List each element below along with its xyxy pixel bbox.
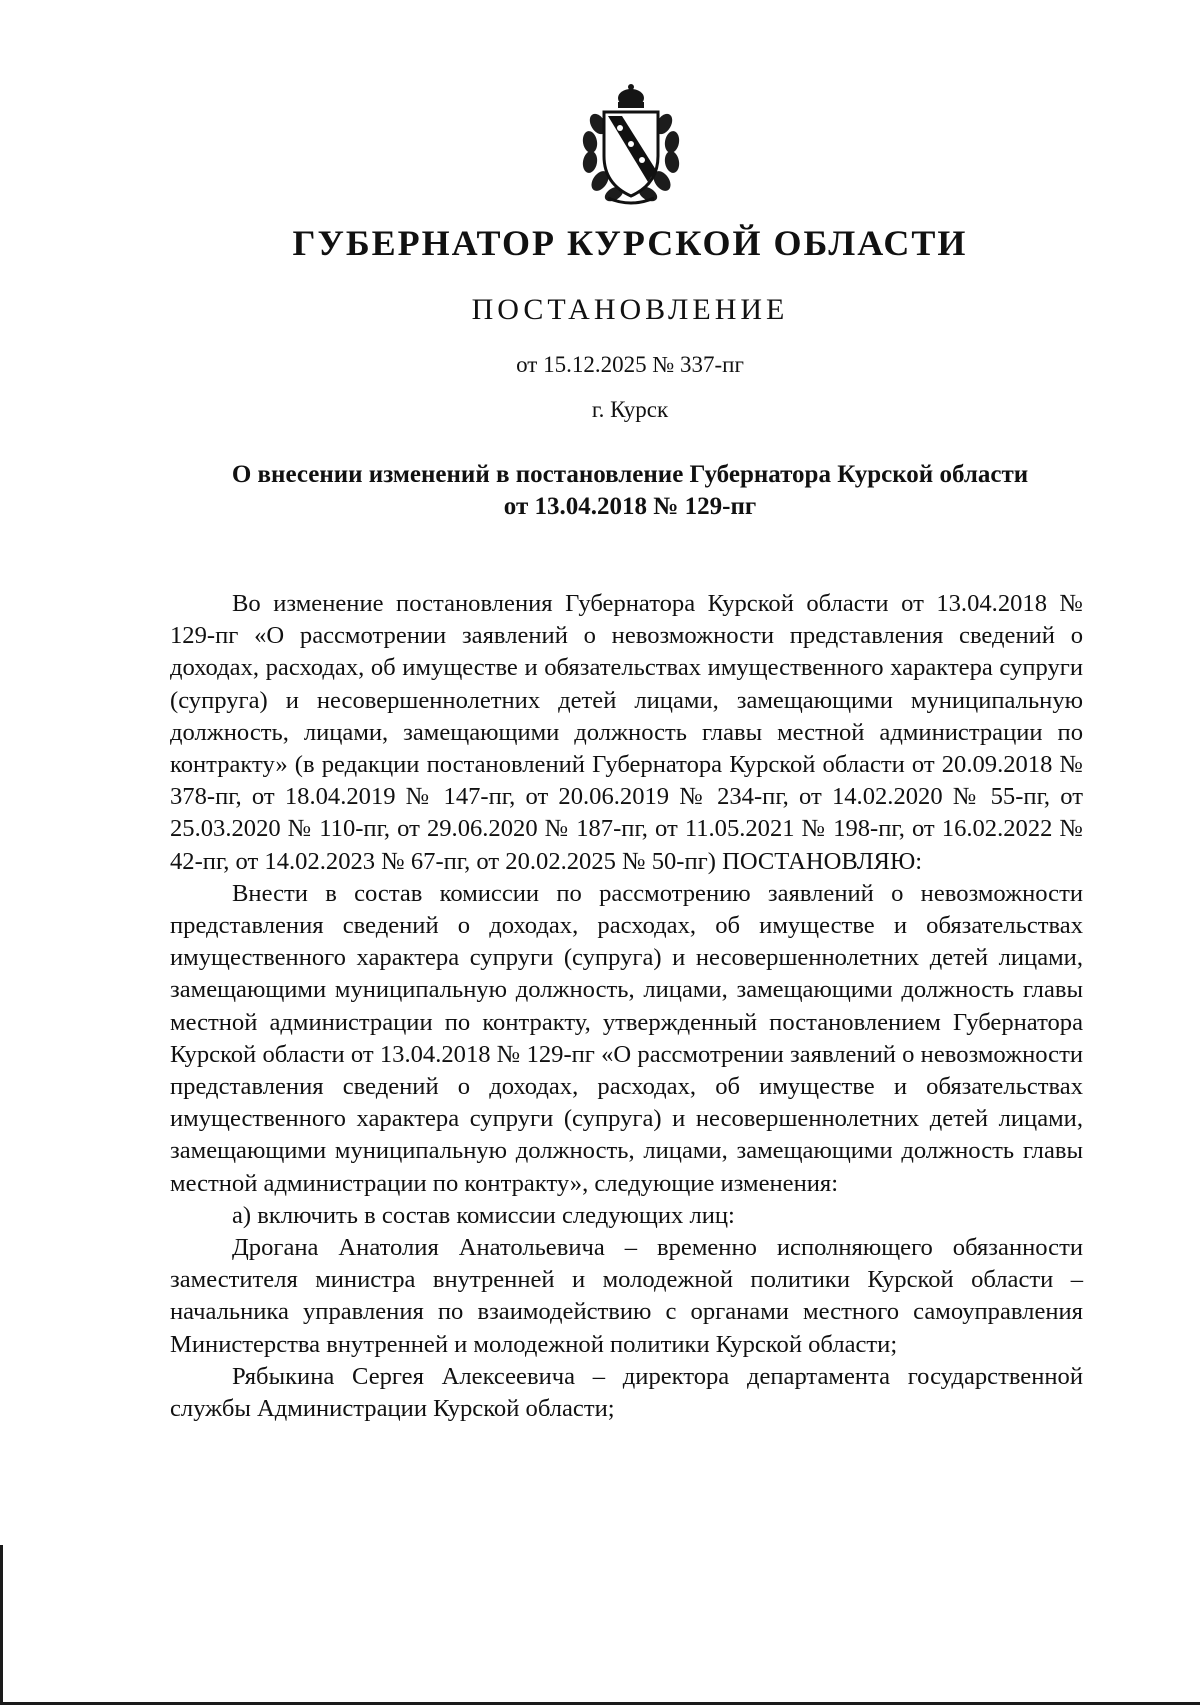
issuing-authority: ГУБЕРНАТОР КУРСКОЙ ОБЛАСТИ: [292, 223, 968, 263]
body-paragraph-member-drogan: Дрогана Анатолия Анатольевича – временно исполняющего обязанности заместителя министра внутренней и молодежной политики Курской области – начальника управления по взаимодействию с органами местного самоуправления Министерства внутренней и молодежной политики Курской области;: [170, 1234, 1083, 1358]
document-body: [170, 588, 1083, 1425]
body-paragraph-item-a: а) включить в состав комиссии следующих лиц:: [232, 1201, 735, 1229]
document-city: г. Курск: [591, 397, 669, 422]
kursk-coat-of-arms-icon: [568, 84, 694, 210]
scan-border-left: [0, 1545, 3, 1705]
subject-line-2: от 13.04.2018 № 129-пг: [503, 493, 757, 520]
body-paragraph-resolution: Внести в состав комиссии по рассмотрению заявлений о невозможности представления сведений о доходах, расходах, об имуществе и обязательствах имущественного характера супруги (супруга) и несовершеннолетних детей лицами, замещающими муниципальную должность, лицами, замещающими должность главы местной администрации по контракту, утвержденный постановлением Губернатора Курской области от 13.04.2018 № 129-пг «О рассмотрении заявлений о невозможности представления сведений о доходах, расходах, об имуществе и обязательствах имущественного характера супруги (супруга) и несовершеннолетних детей лицами, замещающими муниципальную должность, лицами, замещающими должность главы местной администрации по контракту», следующие изменения:: [170, 879, 1083, 1197]
body-paragraph-member-ryabykin: Рябыкина Сергея Алексеевича – директора департамента государственной службы Администрации Курской области;: [170, 1362, 1083, 1423]
body-paragraph-preamble: Во изменение постановления Губернатора Курской области от 13.04.2018 № 129-пг «О рассмотрении заявлений о невозможности представления сведений о доходах, расходах, об имуществе и обязательствах имущественного характера супруги (супруга) и несовершеннолетних детей лицами, замещающими муниципальную должность, лицами, замещающими должность главы местной администрации по контракту» (в редакции постановлений Губернатора Курской области от 20.09.2018 № 378-пг, от 18.04.2019 № 147-пг, от 20.06.2019 № 234-пг, от 14.02.2020 № 55-пг, от 25.03.2020 № 110-пг, от 29.06.2020 № 187-пг, от 11.05.2021 № 198-пг, от 16.02.2022 № 42-пг, от 14.02.2023 № 67-пг, от 20.02.2025 № 50-пг) ПОСТАНОВЛЯЮ:: [170, 590, 1083, 875]
document-type: ПОСТАНОВЛЕНИЕ: [471, 293, 789, 326]
document-number: от 15.12.2025 № 337-пг: [516, 352, 744, 377]
document-subject: [0, 459, 1200, 523]
subject-line-1: О внесении изменений в постановление Губернатора Курской области: [231, 461, 1029, 488]
